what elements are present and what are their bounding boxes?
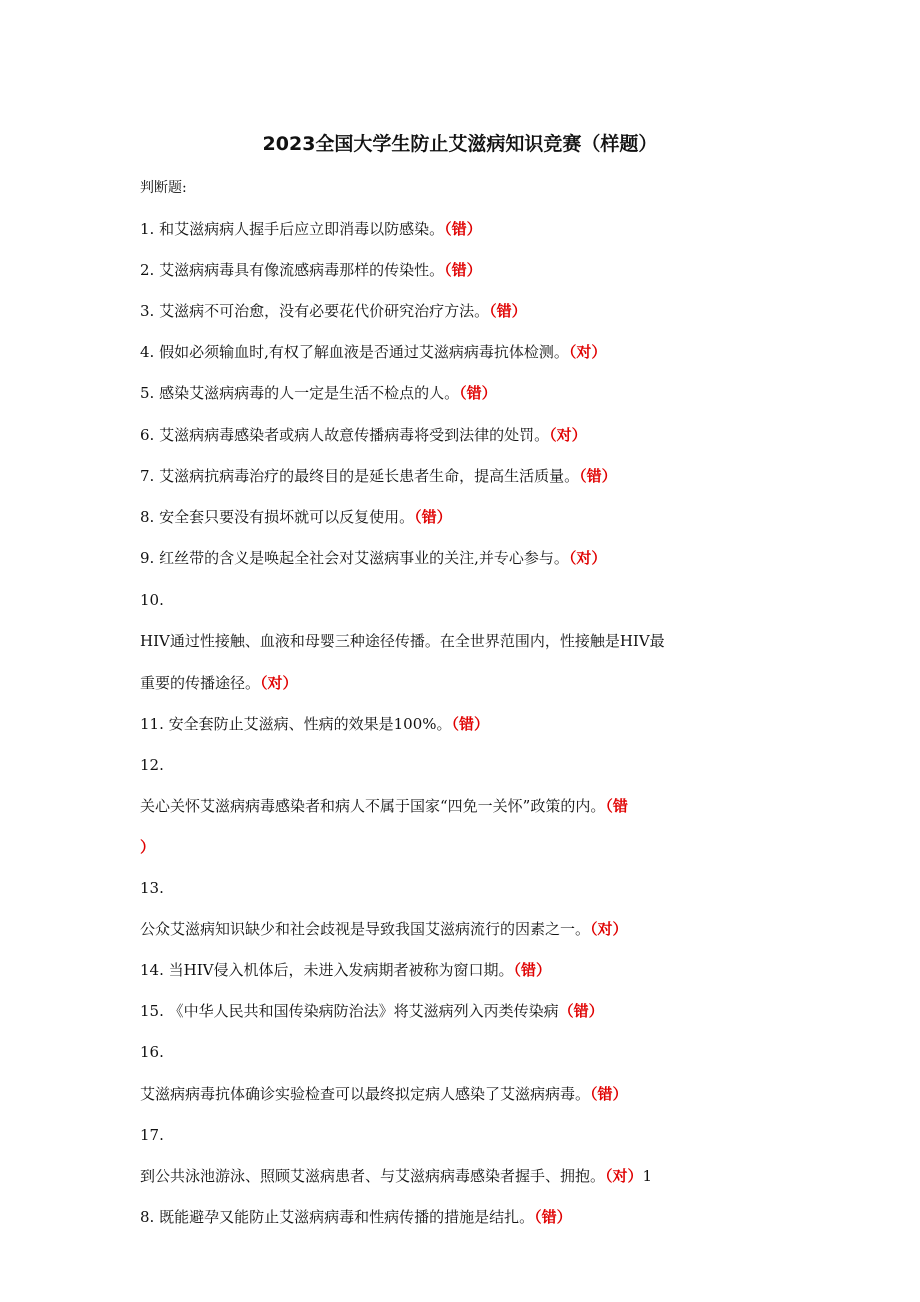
question-line (140, 259, 482, 281)
question-text: 14. 当HIV侵入机体后，未进入发病期者被称为窗口期。 (140, 961, 514, 979)
question-line (140, 836, 155, 858)
answer-mark: （错） (590, 1085, 628, 1103)
question-text: HIV通过性接触、血液和母婴三种途径传播。在全世界范围内，性接触是HIV最 (140, 632, 665, 650)
question-line (140, 300, 527, 322)
question-text: 9. 红丝带的含义是唤起全社会对艾滋病事业的关注,并专心参与。 (140, 549, 569, 567)
question-text: 3. 艾滋病不可治愈，没有必要花代价研究治疗方法。 (140, 302, 490, 320)
question-text: 8. 安全套只要没有损坏就可以反复使用。 (140, 508, 415, 526)
answer-mark: （错） (558, 1002, 604, 1020)
answer-mark: （对） (549, 426, 587, 444)
question-text: 8. 既能避孕又能防止艾滋病病毒和性病传播的措施是结扎。 (140, 1208, 535, 1226)
question-line (140, 218, 482, 240)
answer-mark: （对） (568, 343, 607, 361)
question-text: 13. (140, 879, 164, 897)
question-text: 到公共泳池游泳、照顾艾滋病患者、与艾滋病病毒感染者握手、拥抱。 (140, 1167, 606, 1185)
question-line (140, 877, 164, 899)
question-line (140, 382, 497, 404)
question-line (140, 465, 617, 487)
answer-mark: （对） (590, 920, 628, 938)
question-line (140, 589, 164, 611)
question-line (140, 1206, 572, 1228)
section-label: 判断题: (140, 180, 187, 196)
answer-mark: （错） (451, 715, 490, 733)
question-line (140, 713, 489, 735)
question-line (140, 1083, 628, 1105)
answer-mark: （错） (489, 302, 527, 320)
question-text: 6. 艾滋病病毒感染者或病人故意传播病毒将受到法律的处罚。 (140, 426, 550, 444)
question-line (140, 341, 606, 363)
document-title: 2023全国大学生防止艾滋病知识竞赛（样题） (262, 133, 658, 155)
question-line (140, 506, 452, 528)
question-line (140, 1041, 164, 1063)
question-text: 11. 安全套防止艾滋病、性病的效果是100%。 (140, 715, 452, 733)
question-text: 7. 艾滋病抗病毒治疗的最终目的是延长患者生命，提高生活质量。 (140, 467, 580, 485)
answer-mark: （错） (579, 467, 617, 485)
question-line (140, 547, 606, 569)
question-line (140, 424, 587, 446)
question-text: 4. 假如必须输血时,有权了解血液是否通过艾滋病病毒抗体检测。 (140, 343, 569, 361)
answer-mark: （错） (459, 384, 497, 402)
question-text: 10. (140, 591, 164, 609)
question-text: 关心关怀艾滋病病毒感染者和病人不属于国家“四免一关怀”政策的内。 (140, 797, 606, 815)
answer-mark: （错） (444, 220, 482, 238)
answer-mark: （错 (605, 797, 628, 815)
answer-mark: （错） (513, 961, 551, 979)
answer-mark: （对） (568, 549, 607, 567)
question-line (140, 1000, 604, 1022)
question-line (140, 630, 665, 652)
question-line (140, 918, 628, 940)
question-text: 15. 《中华人民共和国传染病防治法》将艾滋病列入丙类传染病 (140, 1002, 559, 1020)
question-line (140, 959, 551, 981)
question-text: 重要的传播途径。 (140, 674, 261, 692)
question-number-fragment: 1 (642, 1167, 653, 1185)
question-line (140, 672, 298, 694)
answer-mark: （错） (534, 1208, 572, 1226)
question-text: 艾滋病病毒抗体确诊实验检查可以最终拟定病人感染了艾滋病病毒。 (140, 1085, 591, 1103)
question-line (140, 1124, 164, 1146)
answer-mark: （错） (444, 261, 482, 279)
answer-mark: （错） (414, 508, 452, 526)
question-text: 17. (140, 1126, 164, 1144)
question-text: 2. 艾滋病病毒具有像流感病毒那样的传染性。 (140, 261, 445, 279)
question-text: 5. 感染艾滋病病毒的人一定是生活不检点的人。 (140, 384, 460, 402)
answer-mark: （对） (260, 674, 298, 692)
question-line (140, 1165, 652, 1187)
question-text: 16. (140, 1043, 164, 1061)
question-text: 1. 和艾滋病病人握手后应立即消毒以防感染。 (140, 220, 445, 238)
question-line (140, 795, 628, 817)
question-text: 公众艾滋病知识缺少和社会歧视是导致我国艾滋病流行的因素之一。 (140, 920, 591, 938)
question-line (140, 754, 164, 776)
answer-mark: （对） (605, 1167, 643, 1185)
answer-mark: ） (140, 838, 156, 856)
question-text: 12. (140, 756, 164, 774)
